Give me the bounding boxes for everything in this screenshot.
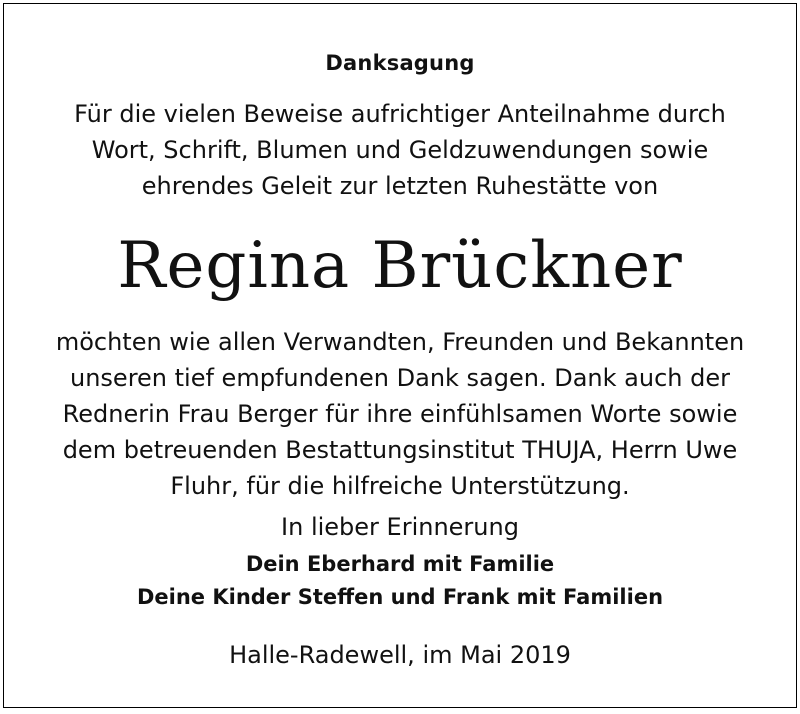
- thanks-text: [4, 324, 796, 504]
- intro-line: Für die vielen Beweise aufrichtiger Anteilnahme durch: [74, 100, 726, 128]
- closing-phrase: In lieber Erinnerung: [281, 513, 519, 541]
- thanks-line: dem betreuenden Bestattungsinstitut THUJA, Herrn Uwe: [62, 436, 738, 464]
- obituary-notice: [3, 3, 797, 708]
- thanks-line: Fluhr, für die hilfreiche Unterstützung.: [170, 472, 630, 500]
- signature-line: Deine Kinder Steffen und Frank mit Familien: [136, 585, 664, 609]
- intro-text: [4, 96, 796, 204]
- thanks-line: möchten wie allen Verwandten, Freunden und Bekannten: [55, 328, 745, 356]
- notice-heading: Danksagung: [325, 51, 475, 75]
- deceased-name: Regina Brückner: [117, 229, 683, 303]
- place-and-date: Halle-Radewell, im Mai 2019: [229, 641, 571, 669]
- thanks-line: unseren tief empfundenen Dank sagen. Dank auch der: [70, 364, 730, 392]
- intro-line: ehrendes Geleit zur letzten Ruhestätte von: [141, 172, 659, 200]
- thanks-line: Rednerin Frau Berger für ihre einfühlsamen Worte sowie: [62, 400, 738, 428]
- intro-line: Wort, Schrift, Blumen und Geldzuwendungen sowie: [91, 136, 709, 164]
- signature-line: Dein Eberhard mit Familie: [245, 552, 555, 576]
